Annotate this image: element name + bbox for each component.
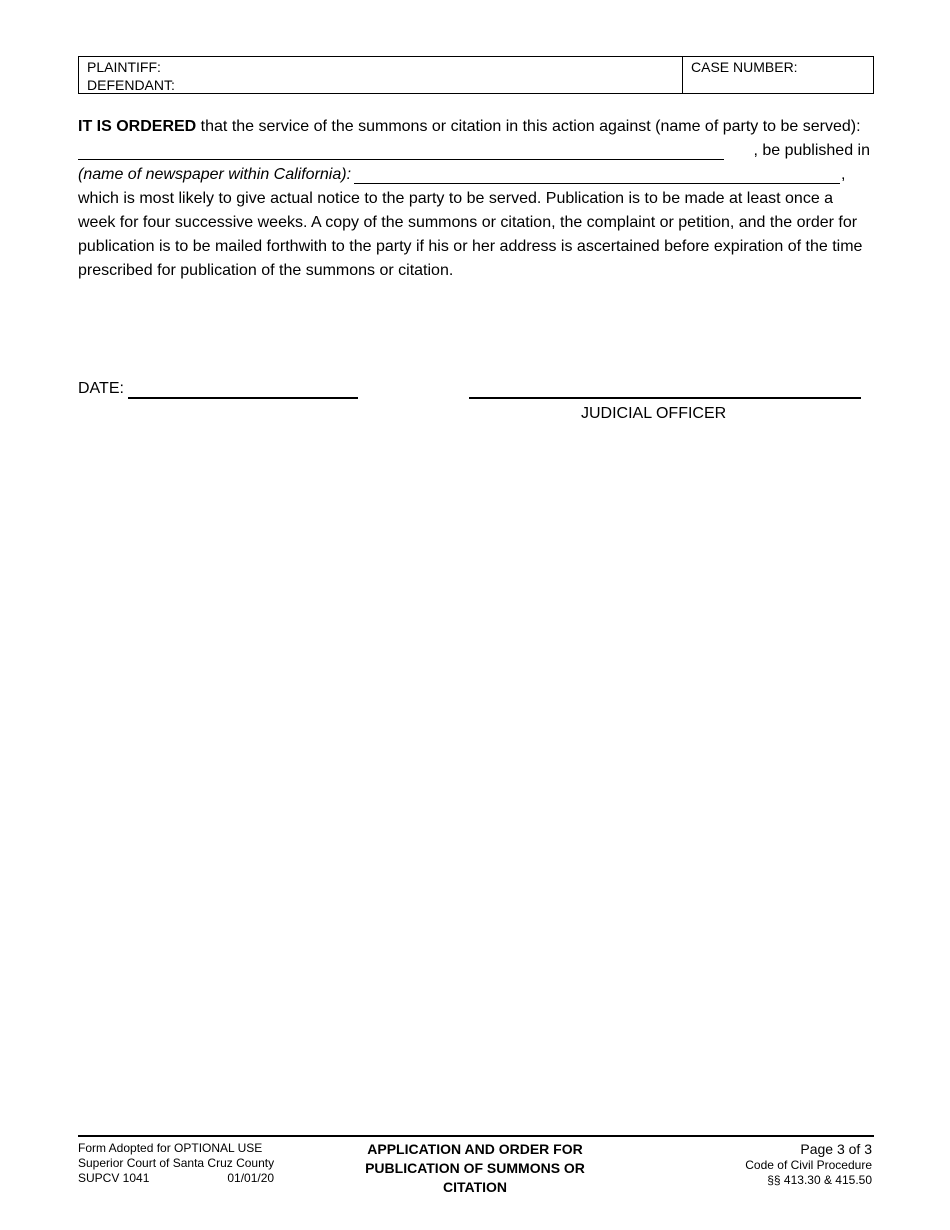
footer-title-line-2: PUBLICATION OF SUMMONS OR (365, 1160, 585, 1176)
party-name-blank[interactable] (78, 159, 724, 160)
be-published-text: , be published in (753, 142, 870, 159)
judicial-officer-label: JUDICIAL OFFICER (581, 405, 727, 422)
footer-court-line: Superior Court of Santa Cruz County (78, 1156, 275, 1170)
order-line-3 (78, 163, 870, 187)
plaintiff-label: PLAINTIFF: (87, 59, 161, 75)
code-reference: Code of Civil Procedure (745, 1158, 872, 1172)
newspaper-comma: , (841, 166, 846, 183)
code-sections: §§ 413.30 & 415.50 (767, 1173, 872, 1187)
newspaper-name-blank[interactable] (354, 183, 840, 184)
order-line-1 (78, 115, 870, 139)
footer-page-info (745, 1140, 872, 1188)
form-number: SUPCV 1041 (78, 1171, 150, 1185)
order-paragraph: which is most likely to give actual notice to the party to be served. Publication is to be made at least once a week for four successive weeks. A copy of the summons or citation, the complaint or petition, and the order for publication is to be mailed forthwith to the party if his or her address is ascertained before expiration of the time prescribed for publication of the summons or citation. (78, 190, 863, 279)
order-line-1-text: that the service of the summons or citation in this action against (name of party to be served): (196, 118, 861, 135)
party-cell (79, 57, 683, 93)
case-number-label: CASE NUMBER: (691, 59, 798, 75)
order-lead: IT IS ORDERED (78, 118, 197, 135)
defendant-label: DEFENDANT: (87, 77, 175, 93)
date-blank[interactable] (128, 397, 358, 399)
footer-form-id-row (78, 1171, 274, 1186)
footer-title-line-3: CITATION (442, 1179, 508, 1195)
footer-form-title (355, 1140, 595, 1197)
form-date: 01/01/20 (227, 1171, 275, 1185)
footer-title-line-1: APPLICATION AND ORDER FOR (367, 1141, 583, 1157)
newspaper-label: (name of newspaper within California): (78, 166, 352, 183)
footer-form-info (78, 1141, 274, 1186)
case-number-cell (683, 57, 873, 93)
footer-divider (78, 1135, 874, 1137)
signature-blank[interactable] (469, 397, 861, 399)
date-label: DATE: (78, 380, 124, 397)
page-number: Page 3 of 3 (800, 1141, 872, 1157)
case-caption-box (78, 56, 874, 94)
order-line-2 (78, 139, 870, 163)
footer-adopted-line: Form Adopted for OPTIONAL USE (78, 1141, 263, 1155)
